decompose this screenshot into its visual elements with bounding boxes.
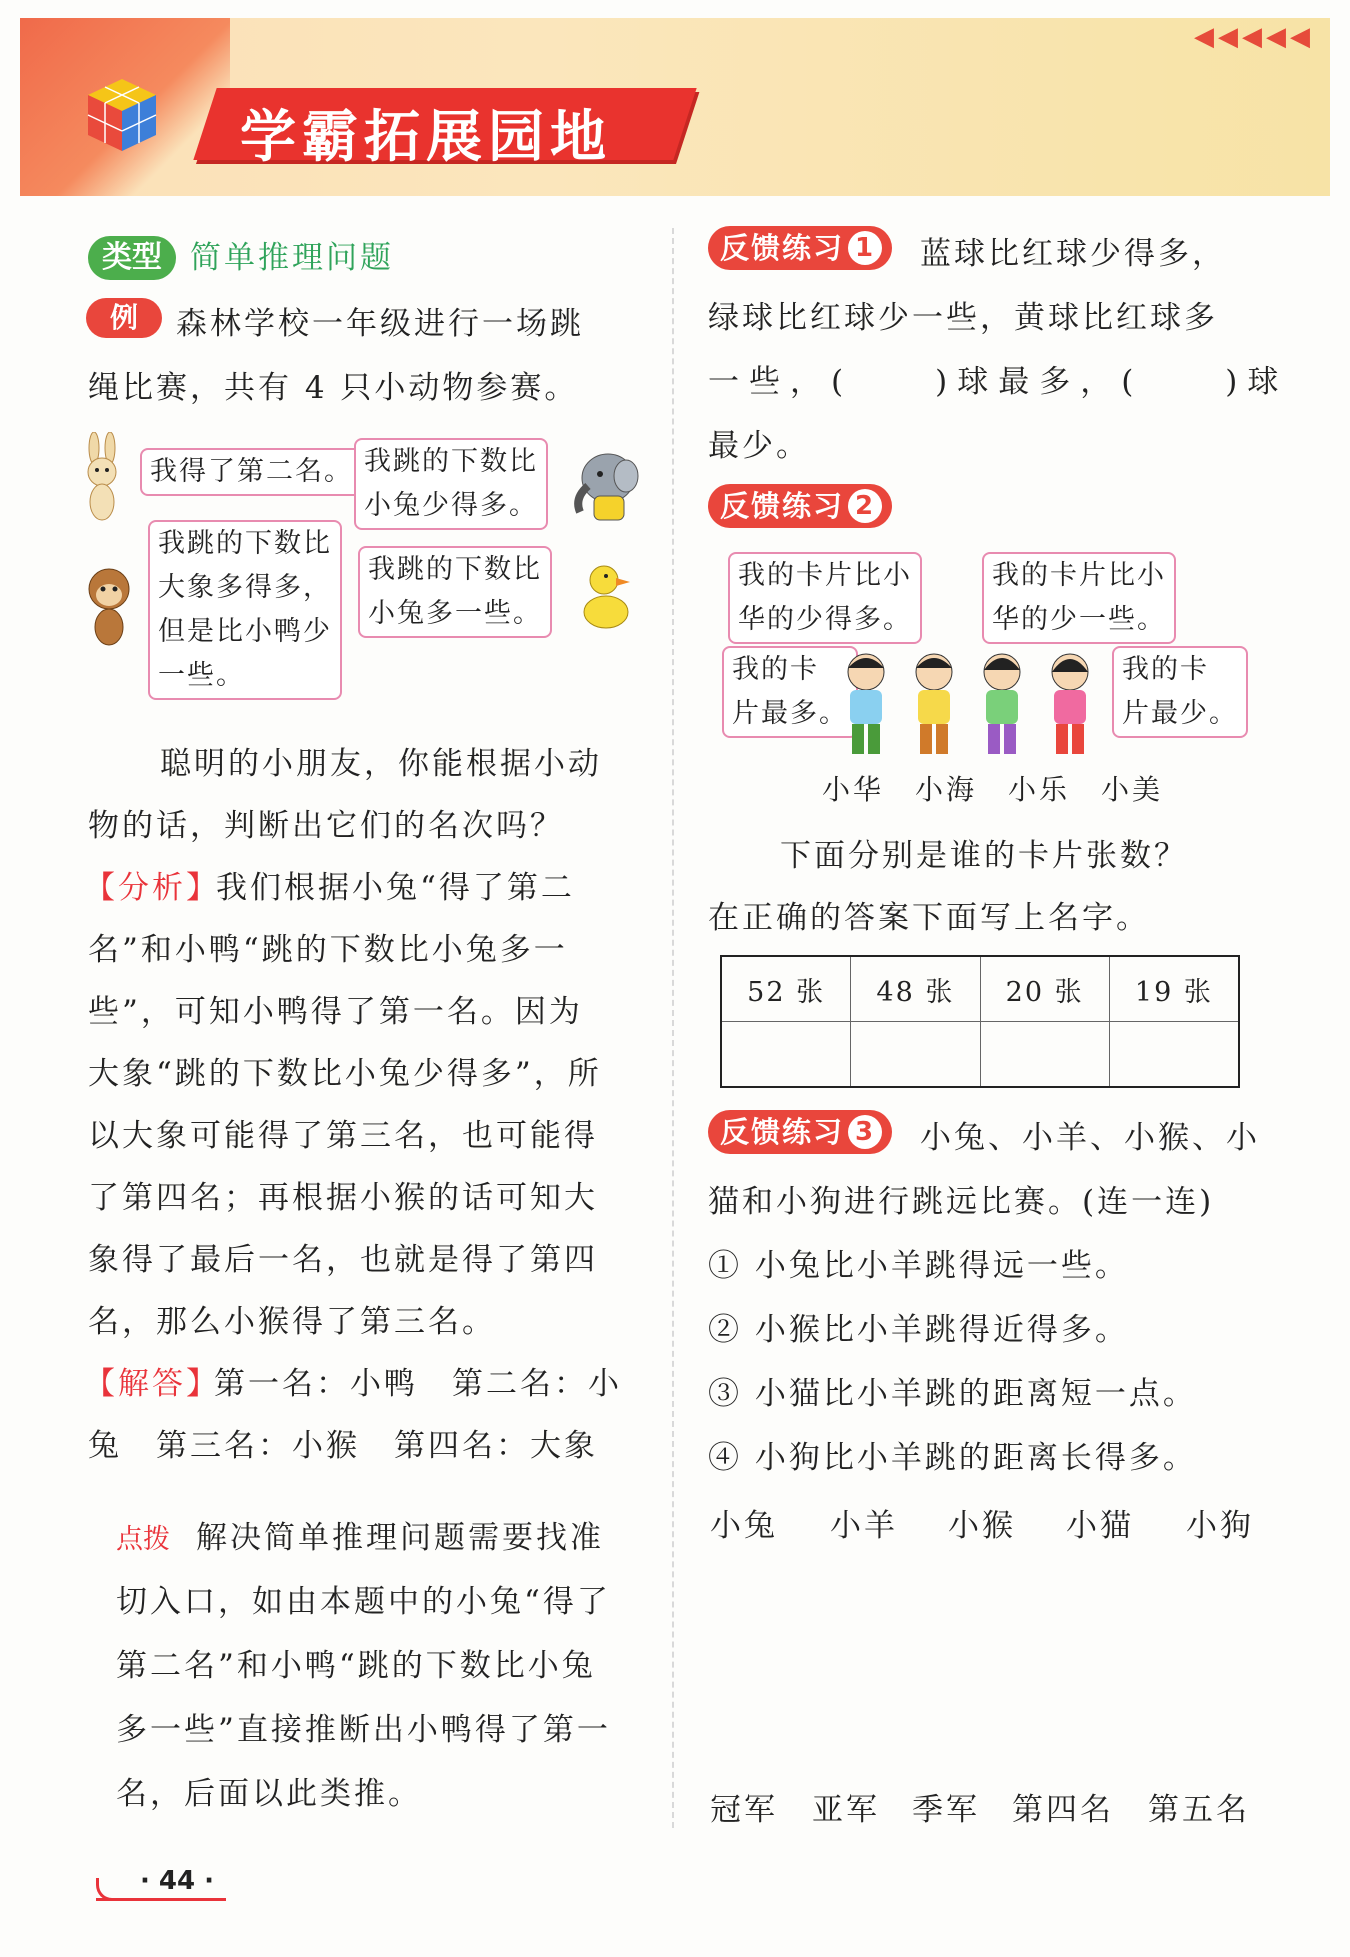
animal-item[interactable]: 小狗 (1186, 1508, 1254, 1544)
column-divider (672, 228, 674, 1828)
card-bubble-4 (1112, 646, 1248, 738)
card-bubble-1 (728, 552, 922, 644)
answer-cell[interactable] (1109, 1022, 1239, 1088)
page-title: 学霸拓展园地 (240, 105, 612, 170)
children-names: 小华 小海 小乐 小美 (822, 773, 1164, 806)
elephant-icon (568, 446, 640, 526)
feedback-tag-1 (708, 226, 892, 270)
feedback-tag-2 (708, 484, 892, 528)
clue-2: ② 小猴比小羊跳得近得多。 (708, 1312, 1129, 1348)
clue-4: ④ 小狗比小羊跳的距离长得多。 (708, 1440, 1197, 1476)
type-title: 简单推理问题 (190, 240, 394, 276)
answer-line-1: 第一名：小鸭 第二名：小 (214, 1366, 622, 1402)
monkey-bubble (148, 520, 342, 700)
rank-item[interactable]: 冠军 (710, 1792, 778, 1828)
footer-line (96, 1898, 226, 1901)
rabbit-bubble-line: 我得了第二名。 (150, 456, 353, 487)
duck-bubble-line: 我跳的下数比 (368, 554, 542, 585)
child-xiaohai-icon (916, 654, 952, 754)
table-header-row (721, 956, 1239, 1022)
cards-table (720, 955, 1240, 1088)
children-illustration (836, 648, 1106, 760)
animal-item[interactable]: 小兔 (710, 1508, 778, 1544)
elephant-bubble (354, 438, 548, 530)
feedback-tag-3 (708, 1110, 892, 1154)
tip-line-1: 解决简单推理问题需要找准 (196, 1520, 604, 1556)
table-header-cell: 52 张 (721, 956, 851, 1022)
duck-bubble-line: 小兔多一些。 (368, 598, 542, 629)
child-xiaole-icon (984, 654, 1020, 754)
rank-item[interactable]: 第五名 (1148, 1792, 1250, 1828)
example-line-2: 绳比赛，共有 4 只小动物参赛。 (88, 370, 579, 406)
card-bubble-line: 华的少得多。 (738, 604, 912, 635)
card-bubble-2 (982, 552, 1176, 644)
fb3-line-1: 小兔、小羊、小猴、小 (920, 1120, 1260, 1156)
rabbit-bubble (140, 448, 363, 496)
feedback-tag-number: 3 (848, 1115, 882, 1149)
fb1-line-4: 最少。 (708, 428, 810, 464)
feedback-tag-number: 2 (848, 489, 882, 523)
feedback-tag-number: 1 (848, 231, 882, 265)
card-bubble-line: 我的卡 (1122, 654, 1209, 685)
answer-label: 【解答】 (84, 1366, 220, 1402)
rank-item[interactable]: 季军 (912, 1792, 980, 1828)
card-bubble-line: 片最少。 (1122, 698, 1238, 729)
feedback-tag-label: 反馈练习 (720, 1115, 845, 1149)
fb1-line-3: 一些，( )球最多，( )球 (708, 364, 1289, 400)
card-bubble-line: 华的少一些。 (992, 604, 1166, 635)
card-bubble-line: 我的卡片比小 (992, 560, 1166, 591)
analysis-label: 【分析】 (84, 870, 220, 906)
rubiks-cube-icon (82, 75, 162, 155)
fb2-line-2: 在正确的答案下面写上名字。 (708, 900, 1150, 936)
clue-3: ③ 小猫比小羊跳的距离短一点。 (708, 1376, 1197, 1412)
fb2-line-1: 下面分别是谁的卡片张数？ (780, 838, 1188, 874)
answer-cell[interactable] (721, 1022, 851, 1088)
child-xiaohua-icon (848, 654, 884, 754)
arrows-icon: ◀◀◀◀◀ (1194, 22, 1314, 52)
tip-line-4: 多一些”直接推断出小鸭得了第一 (116, 1712, 611, 1748)
answer-cell[interactable] (851, 1022, 980, 1088)
question-line-1: 聪明的小朋友，你能根据小动 (160, 746, 602, 782)
feedback-tag-label: 反馈练习 (720, 231, 845, 265)
tip-label: 点拨 (116, 1524, 170, 1555)
example-line-1: 森林学校一年级进行一场跳 (176, 306, 584, 342)
analysis-line-7: 象得了最后一名，也就是得了第四 (88, 1242, 598, 1278)
type-tag: 类型 (88, 236, 176, 280)
tip-line-3: 第二名”和小鸭“跳的下数比小兔 (116, 1648, 596, 1684)
analysis-line-8: 名，那么小猴得了第三名。 (88, 1304, 496, 1340)
monkey-bubble-line: 我跳的下数比 (158, 528, 332, 559)
analysis-line-1: 我们根据小兔“得了第二 (216, 870, 575, 906)
tip-line-2: 切入口，如由本题中的小兔“得了 (116, 1584, 611, 1620)
duck-icon (578, 560, 638, 636)
analysis-line-5: 以大象可能得了第三名，也可能得 (88, 1118, 598, 1154)
analysis-line-4: 大象“跳的下数比小兔少得多”，所 (88, 1056, 602, 1092)
monkey-bubble-line: 一些。 (158, 660, 245, 691)
animal-item[interactable]: 小猴 (948, 1508, 1016, 1544)
feedback-tag-label: 反馈练习 (720, 489, 845, 523)
table-header-cell: 48 张 (851, 956, 980, 1022)
monkey-bubble-line: 但是比小鸭少 (158, 616, 332, 647)
fb1-line-1: 蓝球比红球少得多， (920, 236, 1226, 272)
analysis-line-3: 些”，可知小鸭得了第一名。因为 (88, 994, 583, 1030)
rabbit-icon (80, 432, 128, 524)
analysis-line-6: 了第四名；再根据小猴的话可知大 (88, 1180, 598, 1216)
answer-line-2: 兔 第三名：小猴 第四名：大象 (88, 1428, 598, 1464)
fb3-line-2: 猫和小狗进行跳远比赛。(连一连) (708, 1184, 1215, 1220)
answer-cell[interactable] (980, 1022, 1109, 1088)
elephant-bubble-line: 我跳的下数比 (364, 446, 538, 477)
monkey-icon (80, 565, 138, 647)
child-xiaomei-icon (1052, 654, 1088, 754)
table-header-cell: 19 张 (1109, 956, 1239, 1022)
elephant-bubble-line: 小兔少得多。 (364, 490, 538, 521)
card-bubble-line: 我的卡 (732, 654, 819, 685)
tip-line-5: 名，后面以此类推。 (116, 1776, 422, 1812)
card-bubble-line: 片最多。 (732, 698, 848, 729)
clue-1: ① 小兔比小羊跳得远一些。 (708, 1248, 1129, 1284)
table-header-cell: 20 张 (980, 956, 1109, 1022)
question-line-2: 物的话，判断出它们的名次吗？ (88, 808, 564, 844)
monkey-bubble-line: 大象多得多， (158, 572, 332, 603)
analysis-line-2: 名”和小鸭“跳的下数比小兔多一 (88, 932, 568, 968)
rank-item[interactable]: 亚军 (812, 1792, 880, 1828)
animal-item[interactable]: 小羊 (830, 1508, 898, 1544)
example-tag: 例 (86, 298, 162, 338)
table-answer-row (721, 1022, 1239, 1088)
card-bubble-line: 我的卡片比小 (738, 560, 912, 591)
animal-item[interactable]: 小猫 (1066, 1508, 1134, 1544)
fb1-line-2: 绿球比红球少一些，黄球比红球多 (708, 300, 1218, 336)
duck-bubble (358, 546, 552, 638)
rank-item[interactable]: 第四名 (1012, 1792, 1114, 1828)
page-number: · 44 · (140, 1866, 215, 1896)
